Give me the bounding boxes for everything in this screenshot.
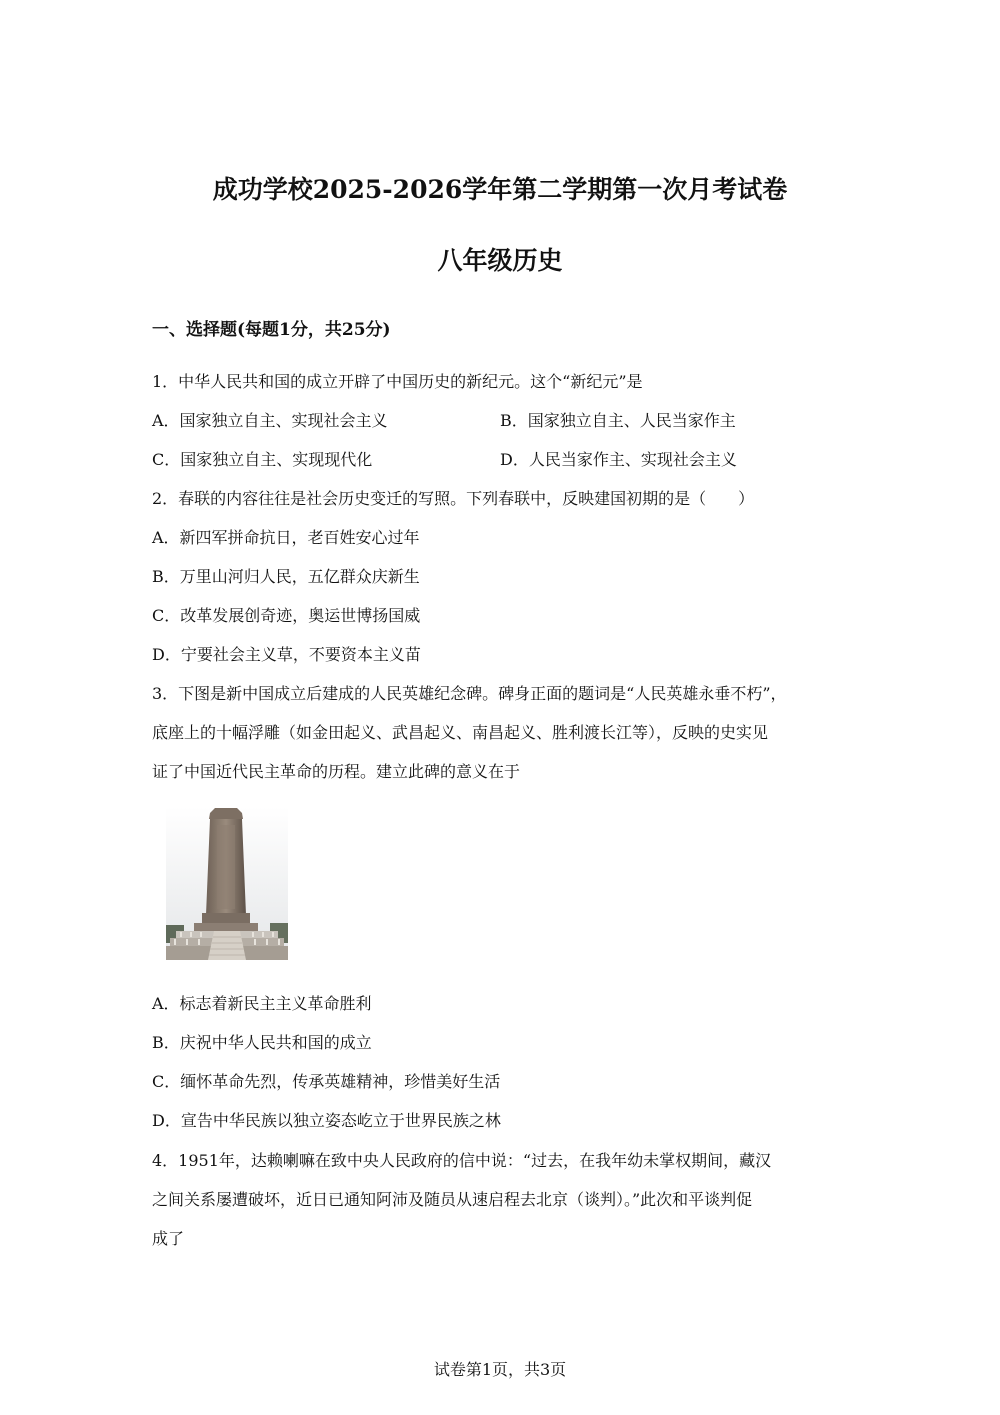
question-3-stem-line-3: 证了中国近代民主革命的历程。建立此碑的意义在于	[152, 762, 521, 781]
question-3-option-b: B．庆祝中华人民共和国的成立	[152, 1033, 372, 1052]
question-2-option-b: B．万里山河归人民，五亿群众庆新生	[152, 567, 420, 586]
question-3-option-d: D．宣告中华民族以独立姿态屹立于世界民族之林	[152, 1111, 501, 1130]
monument-photo	[166, 807, 288, 960]
question-2-stem: 2．春联的内容往往是社会历史变迁的写照。下列春联中，反映建国初期的是（ ）	[152, 489, 755, 508]
question-3-stem-line-1: 3．下图是新中国成立后建成的人民英雄纪念碑。碑身正面的题词是“人民英雄永垂不朽”，	[152, 684, 787, 703]
question-1-option-b: B．国家独立自主、人民当家作主	[500, 411, 736, 430]
exam-title: 成功学校2025-2026学年第二学期第一次月考试卷	[212, 175, 788, 204]
page-footer: 试卷第1页，共3页	[433, 1360, 567, 1379]
question-4-stem-line-2: 之间关系屡遭破坏，近日已通知阿沛及随员从速启程去北京（谈判）。”此次和平谈判促	[152, 1190, 753, 1209]
question-2-option-a: A．新四军拼命抗日，老百姓安心过年	[152, 528, 420, 547]
question-1-option-a: A．国家独立自主、实现社会主义	[152, 411, 388, 430]
question-3-stem-line-2: 底座上的十幅浮雕（如金田起义、武昌起义、南昌起义、胜利渡长江等），反映的史实见	[152, 723, 769, 742]
question-3-option-c: C．缅怀革命先烈，传承英雄精神，珍惜美好生活	[152, 1072, 501, 1091]
question-1-option-d: D．人民当家作主、实现社会主义	[500, 450, 737, 469]
question-4-stem-line-3: 成了	[152, 1229, 185, 1248]
section-heading: 一、选择题(每题1分，共25分)	[152, 320, 391, 340]
question-2-option-c: C．改革发展创奇迹，奥运世博扬国威	[152, 606, 421, 625]
exam-subject: 八年级历史	[437, 246, 563, 275]
question-2-option-d: D．宁要社会主义草，不要资本主义苗	[152, 645, 421, 664]
question-1-stem: 1．中华人民共和国的成立开辟了中国历史的新纪元。这个“新纪元”是	[152, 372, 643, 391]
question-4-stem-line-1: 4．1951年，达赖喇嘛在致中央人民政府的信中说：“过去，在我年幼未掌权期间，藏汉	[152, 1151, 772, 1170]
question-3-option-a: A．标志着新民主主义革命胜利	[152, 994, 372, 1013]
question-1-option-c: C．国家独立自主、实现现代化	[152, 450, 373, 469]
